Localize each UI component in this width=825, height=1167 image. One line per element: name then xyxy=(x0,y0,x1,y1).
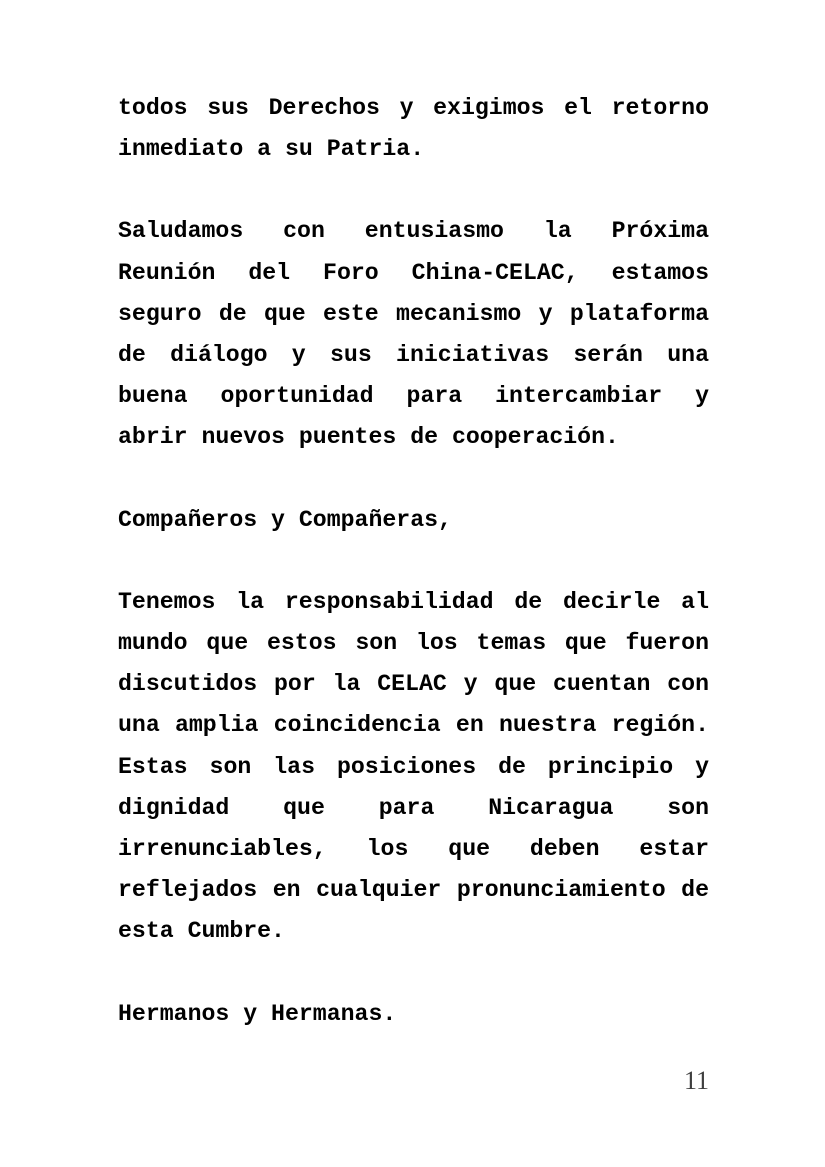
paragraph-3-salutation: Compañeros y Compañeras, xyxy=(118,506,452,533)
page-number: 11 xyxy=(683,1066,709,1095)
paragraph-5-closing: Hermanos y Hermanas. xyxy=(118,1000,397,1027)
paragraph-4: Tenemos la responsabilidad de decirle al mundo que estos son los temas que fueron discutidos por la CELAC y que cuentan con una amplia coincidencia en nuestra región. Estas son las posiciones de principio y dignidad que para Nicaragua son irrenunciables, los que deben estar reflejados en cualquier pronunciamiento de esta Cumbre. xyxy=(118,588,709,945)
document-text-column xyxy=(118,88,709,1035)
paragraph-1: todos sus Derechos y exigimos el retorno inmediato a su Patria. xyxy=(118,95,709,163)
paragraph-2: Saludamos con entusiasmo la Próxima Reunión del Foro China-CELAC, estamos seguro de que este mecanismo y plataforma de diálogo y sus iniciativas serán una buena oportunidad para intercambiar y abrir nuevos puentes de cooperación. xyxy=(118,218,709,451)
